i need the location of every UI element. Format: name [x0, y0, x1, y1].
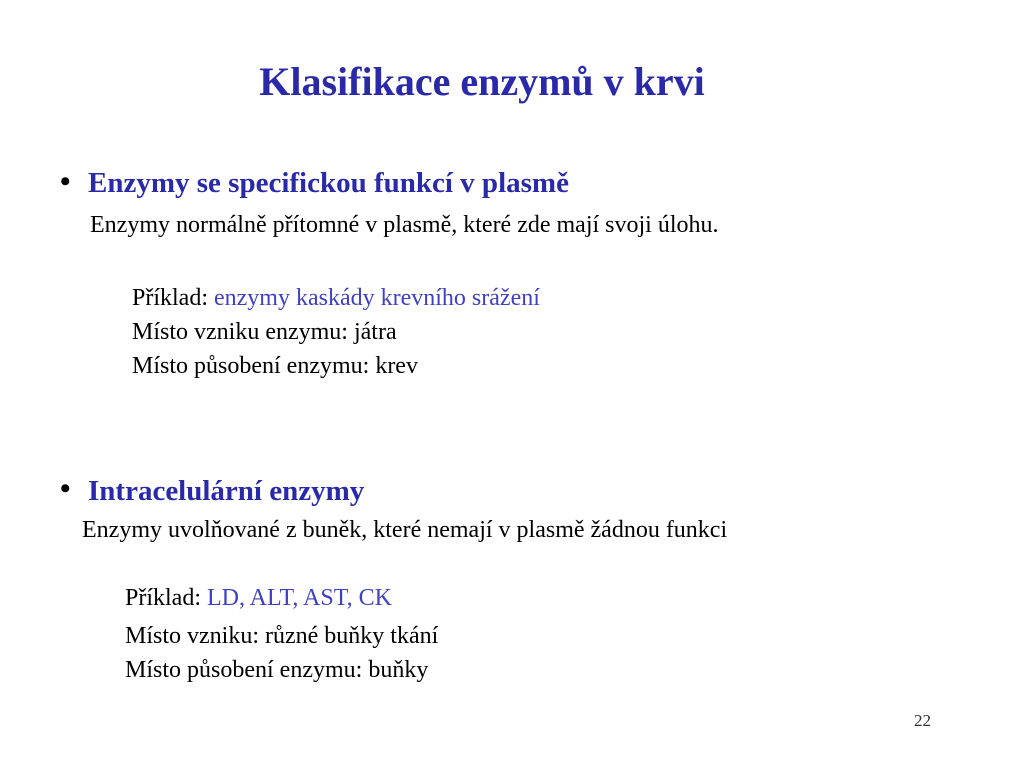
example-line — [132, 282, 540, 314]
section-description: Enzymy normálně přítomné v plasmě, které zde mají svoji úlohu. — [90, 212, 719, 238]
section-description: Enzymy uvolňované z buněk, které nemají v plasmě žádnou funkci — [82, 517, 728, 543]
origin-line: Místo vzniku enzymu: játra — [132, 319, 397, 345]
example-value: enzymy kaskády krevního srážení — [214, 285, 540, 311]
example-label: Příklad: — [125, 585, 201, 611]
bullet-icon: • — [60, 165, 71, 198]
section-heading: Intracelulární enzymy — [88, 475, 365, 507]
example-value: LD, ALT, AST, CK — [207, 585, 392, 611]
action-line: Místo působení enzymu: buňky — [125, 657, 429, 683]
section-heading: Enzymy se specifickou funkcí v plasmě — [88, 167, 569, 199]
slide-title: Klasifikace enzymů v krvi — [259, 59, 705, 104]
page-number: 22 — [914, 711, 931, 730]
origin-line: Místo vzniku: různé buňky tkání — [125, 623, 439, 649]
bullet-icon: • — [60, 472, 71, 505]
example-line — [125, 582, 392, 614]
example-label: Příklad: — [132, 285, 208, 311]
action-line: Místo působení enzymu: krev — [132, 353, 418, 379]
